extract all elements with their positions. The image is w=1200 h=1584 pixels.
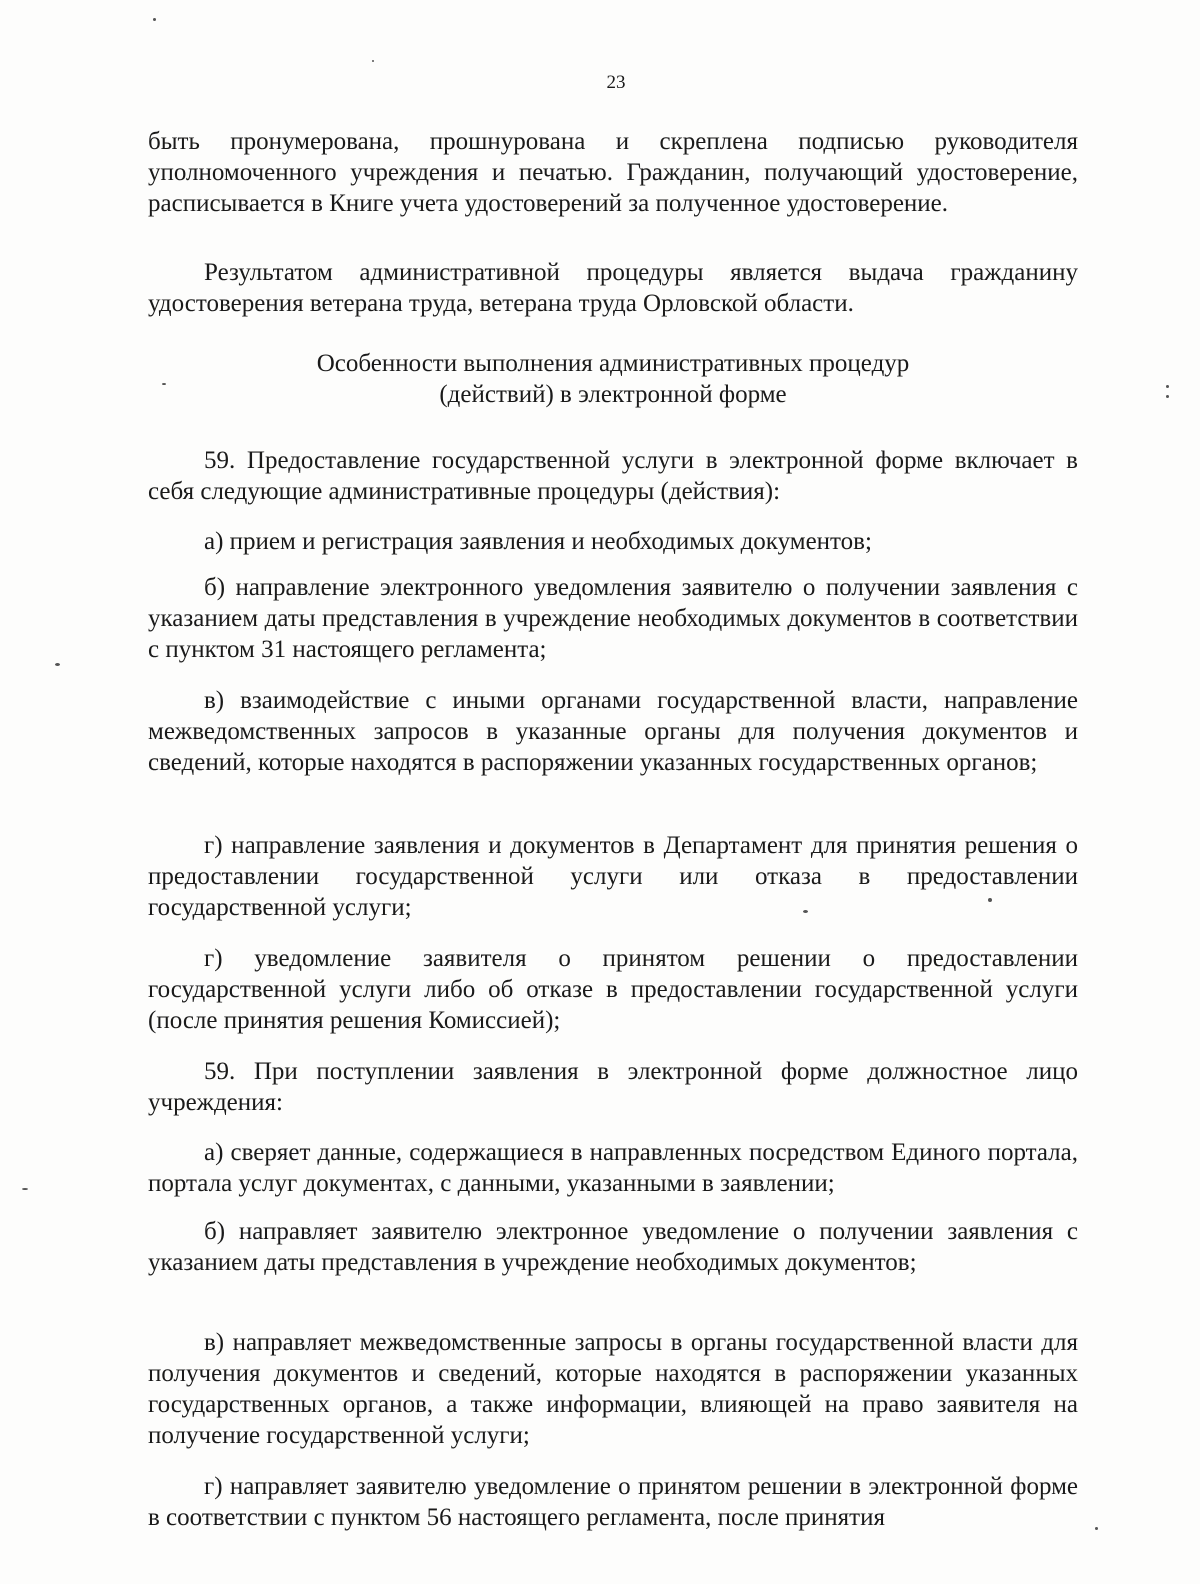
paragraph-59-official: 59. При поступлении заявления в электронной форме должностное лицо учреждения: [148,1058,1078,1116]
paragraph-59-procedures: 59. Предоставление государственной услуги в электронной форме включает в себя следующие административные процедуры (действия): [148,447,1078,505]
list-item-b: б) направление электронного уведомления заявителю о получении заявления с указанием даты представления в учреждение необходимых документов в соответствии с пунктом 31 настоящего регламента; [148,574,1078,663]
scan-speck [1166,395,1169,398]
scan-speck [22,1188,28,1190]
scan-speck [803,910,808,913]
scan-speck [162,383,166,385]
list-item-a: а) прием и регистрация заявления и необходимых документов; [204,528,872,555]
sublist-item-g: г) направляет заявителю уведомление о принятом решении в электронной форме в соответствии с пунктом 56 настоящего регламента, после принятия [148,1473,1078,1531]
section-heading [148,348,1078,410]
section-heading-line-2: (действий) в электронной форме [439,381,787,408]
paragraph-continuation: быть пронумерована, прошнурована и скреплена подписью руководителя уполномоченного учреждения и печатью. Гражданин, получающий удостоверение, расписывается в Книге учета удостоверений за полученное удостоверение. [148,128,1078,217]
list-item-g2: г) уведомление заявителя о принятом решении о предоставлении государственной услуги либо об отказе в предоставлении государственной услуги (после принятия решения Комиссией); [148,945,1078,1034]
scan-speck [1166,385,1169,388]
section-heading-line-1: Особенности выполнения административных процедур [316,350,910,377]
scan-speck [372,60,374,62]
scan-speck [988,898,992,902]
scan-speck [55,663,60,666]
list-item-g: г) направление заявления и документов в Департамент для принятия решения о предоставлении государственной услуги или отказа в предоставлении государственной услуги; [148,832,1078,921]
scan-speck [1095,1527,1098,1530]
sublist-item-a: а) сверяет данные, содержащиеся в направленных посредством Единого портала, портала услуг документах, с данными, указанными в заявлении; [148,1139,1078,1197]
scan-speck [153,18,156,21]
list-item-v: в) взаимодействие с иными органами государственной власти, направление межведомственных запросов в указанные органы для получения документов и сведений, которые находятся в распоряжении указанных государственных органов; [148,687,1078,776]
sublist-item-b: б) направляет заявителю электронное уведомление о получении заявления с указанием даты представления в учреждение необходимых документов; [148,1218,1078,1276]
paragraph-result: Результатом административной процедуры является выдача гражданину удостоверения ветерана труда, ветерана труда Орловской области. [148,259,1078,317]
page-number: 23 [606,72,626,93]
sublist-item-v: в) направляет межведомственные запросы в органы государственной власти для получения документов и сведений, которые находятся в распоряжении указанных государственных органов, а также информации, влияющей на право заявителя на получение государственной услуги; [148,1329,1078,1449]
